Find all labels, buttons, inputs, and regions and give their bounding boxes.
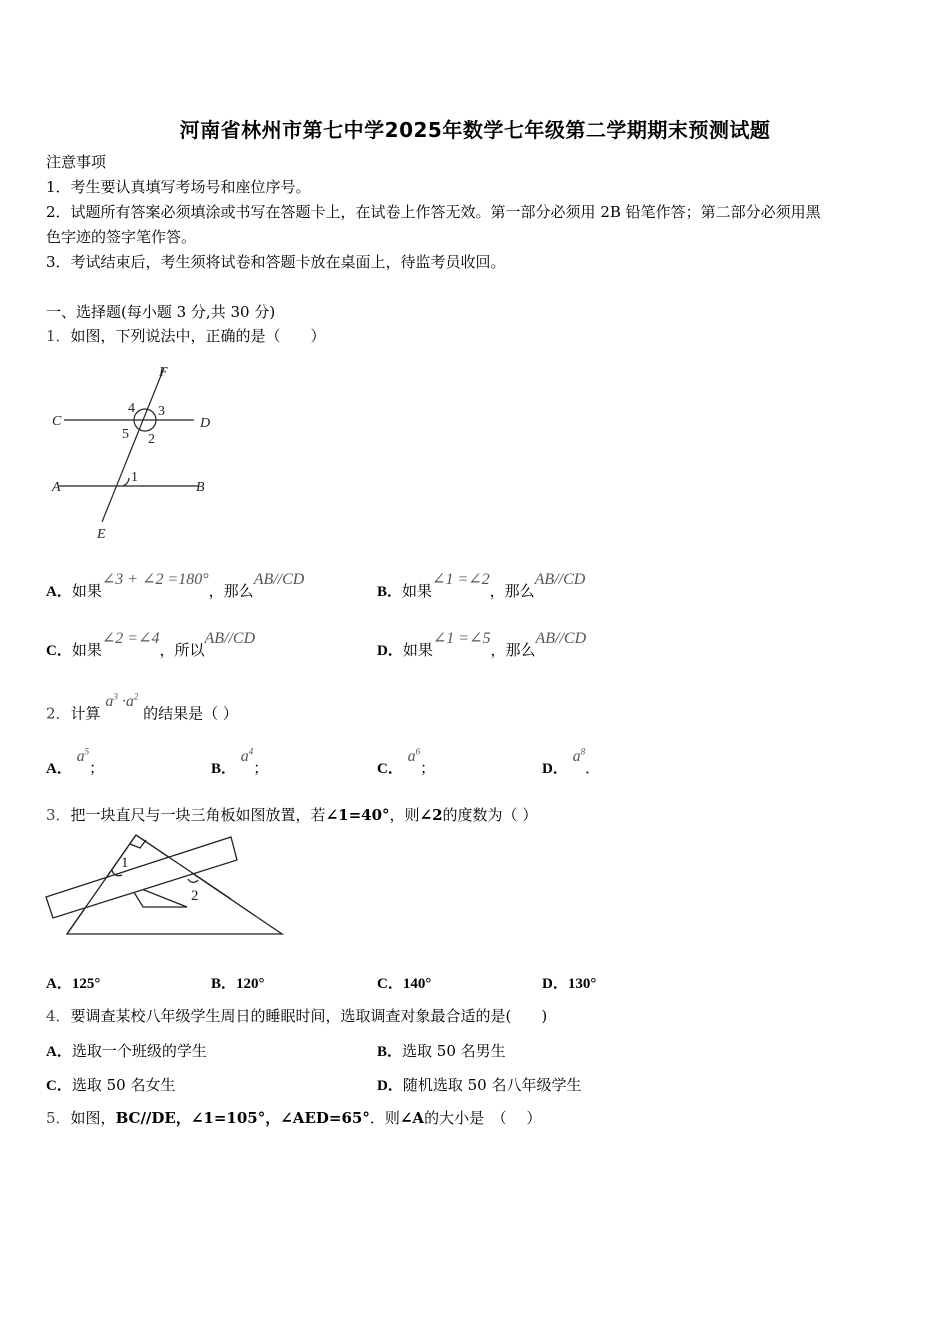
q2-option-a[interactable] xyxy=(46,746,105,778)
option-text: 选取 50 名男生 xyxy=(402,1042,506,1060)
option-end: ； xyxy=(89,759,105,777)
option-text: 130° xyxy=(567,976,597,992)
question-number: 3． xyxy=(46,806,71,824)
option-exp: 6 xyxy=(415,746,421,757)
q1-option-a[interactable] xyxy=(46,571,305,601)
label-c: C xyxy=(52,414,62,429)
notice-heading: 注意事项 xyxy=(46,153,107,171)
option-condition: ∠1 =∠2 xyxy=(432,571,490,588)
option-letter: C． xyxy=(46,643,72,659)
expr-dot: · xyxy=(121,693,126,711)
option-base: a xyxy=(76,748,85,765)
option-condition: ∠1 =∠5 xyxy=(432,630,491,647)
label-b: B xyxy=(196,480,205,495)
expr-base: a xyxy=(125,693,134,711)
label-1: 1 xyxy=(131,470,138,485)
q1-option-d[interactable] xyxy=(377,630,587,660)
option-text: ，那么 xyxy=(208,582,254,600)
question-math: BC//DE，∠1=105°，∠AED=65° xyxy=(115,1109,370,1127)
q4-option-c[interactable] xyxy=(46,1074,175,1095)
q4-option-b[interactable] xyxy=(377,1040,506,1061)
label-e: E xyxy=(97,527,106,542)
question-text: 把一块直尺与一块三角板如图放置，若 xyxy=(70,806,326,824)
question-5-stem xyxy=(46,1106,541,1131)
question-2-stem xyxy=(46,692,238,726)
option-text: 140° xyxy=(402,976,432,992)
q3-option-a[interactable] xyxy=(46,972,100,993)
option-conclusion: AB//CD xyxy=(534,571,586,588)
question-text: ．则 xyxy=(369,1109,400,1127)
question-1-figure xyxy=(44,360,224,545)
option-base: a xyxy=(240,748,249,765)
option-letter: C． xyxy=(377,761,403,777)
expr-exp: 3 xyxy=(113,692,118,702)
label-4: 4 xyxy=(128,401,135,416)
angle-2-arc xyxy=(188,879,198,882)
question-4-stem xyxy=(46,1004,547,1029)
label-1: 1 xyxy=(121,855,129,871)
label-a: A xyxy=(52,480,61,495)
question-number: 1． xyxy=(46,327,71,345)
option-conclusion: AB//CD xyxy=(535,630,587,647)
question-text: 的度数为（ ） xyxy=(442,806,538,824)
option-letter: B． xyxy=(377,584,403,600)
option-condition: ∠2 =∠4 xyxy=(101,630,160,647)
label-5: 5 xyxy=(122,427,129,442)
q1-option-b[interactable] xyxy=(377,571,586,601)
expression xyxy=(105,693,138,710)
option-text: 如果 xyxy=(402,641,433,659)
notice-item: 色字迹的签字笔作答。 xyxy=(46,228,197,246)
option-letter: D． xyxy=(377,643,403,659)
option-text: 如果 xyxy=(71,641,102,659)
q1-option-c[interactable] xyxy=(46,630,256,660)
q4-option-d[interactable] xyxy=(377,1074,581,1095)
option-text: 随机选取 50 名八年级学生 xyxy=(402,1076,582,1094)
option-letter: D． xyxy=(377,1078,403,1094)
label-d: D xyxy=(200,416,211,431)
q4-option-a[interactable] xyxy=(46,1040,207,1061)
option-letter: A． xyxy=(46,976,72,992)
option-exp: 5 xyxy=(84,746,90,757)
section-heading: 一、选择题(每小题 3 分,共 30 分) xyxy=(46,303,276,321)
q2-option-c[interactable] xyxy=(377,746,436,778)
question-text: 如图，下列说法中，正确的是（ ） xyxy=(70,327,326,345)
option-exp: 8 xyxy=(580,746,586,757)
expr-base: a xyxy=(105,693,114,711)
option-letter: C． xyxy=(46,1078,72,1094)
q3-option-d[interactable] xyxy=(542,972,596,993)
question-1-stem xyxy=(46,324,326,349)
option-letter: A． xyxy=(46,1044,72,1060)
question-math: ∠1=40° xyxy=(325,806,390,824)
option-conclusion: AB//CD xyxy=(204,630,256,647)
option-text: 120° xyxy=(236,976,265,992)
option-letter: C． xyxy=(377,976,403,992)
notice-item: 1．考生要认真填写考场号和座位序号。 xyxy=(46,178,311,196)
question-text: 计算 xyxy=(70,704,101,723)
option-end: ． xyxy=(585,759,601,777)
option-letter: B． xyxy=(377,1044,403,1060)
option-letter: B． xyxy=(211,761,237,777)
option-end: ； xyxy=(253,759,269,777)
option-end: ； xyxy=(420,759,436,777)
notice-item: 2．试题所有答案必须填涂或书写在答题卡上，在试卷上作答无效。第一部分必须用 2B 铅笔作答；第二部分必须用黑 xyxy=(46,203,821,221)
question-text: ，则 xyxy=(389,806,420,824)
q2-option-d[interactable] xyxy=(542,746,601,778)
page-title: 河南省林州市第七中学2025年数学七年级第二学期期末预测试题 xyxy=(179,118,771,142)
label-2: 2 xyxy=(191,888,199,904)
q3-option-b[interactable] xyxy=(211,972,265,993)
option-letter: A． xyxy=(46,584,72,600)
option-base: a xyxy=(407,748,416,765)
label-f: F xyxy=(159,365,168,380)
option-text: 选取 50 名女生 xyxy=(71,1076,176,1094)
question-3-figure xyxy=(42,832,292,942)
q3-option-c[interactable] xyxy=(377,972,431,993)
option-text: 如果 xyxy=(71,582,102,600)
q2-option-b[interactable] xyxy=(211,746,269,778)
option-text: 125° xyxy=(71,976,101,992)
option-letter: D． xyxy=(542,976,568,992)
question-math: ∠2 xyxy=(419,806,443,824)
notice-item: 3．考试结束后，考生须将试卷和答题卡放在桌面上，待监考员收回。 xyxy=(46,253,506,271)
option-letter: A． xyxy=(46,761,72,777)
ruler xyxy=(46,837,237,918)
question-text: 的大小是 （ ） xyxy=(424,1109,542,1127)
question-text: 的结果是（ ） xyxy=(143,704,238,723)
question-text: 如图， xyxy=(70,1109,116,1127)
option-exp: 4 xyxy=(248,746,254,757)
option-condition: ∠3 + ∠2 =180° xyxy=(101,571,209,588)
question-number: 4． xyxy=(46,1007,71,1025)
option-base: a xyxy=(572,748,581,765)
question-number: 2． xyxy=(46,704,71,723)
label-3: 3 xyxy=(158,404,165,419)
option-text: 如果 xyxy=(402,582,433,600)
question-number: 5． xyxy=(46,1109,71,1127)
option-letter: B． xyxy=(211,976,237,992)
option-text: ，那么 xyxy=(489,582,535,600)
option-conclusion: AB//CD xyxy=(253,571,305,588)
label-2: 2 xyxy=(148,432,155,447)
option-text: 选取一个班级的学生 xyxy=(71,1042,207,1060)
angle-1-arc xyxy=(123,478,129,486)
expr-exp: 2 xyxy=(133,692,139,702)
option-text: ，那么 xyxy=(490,641,536,659)
question-text: 要调查某校八年级学生周日的睡眠时间，选取调查对象最合适的是( ) xyxy=(70,1007,548,1025)
option-text: ，所以 xyxy=(159,641,205,659)
question-math: ∠A xyxy=(399,1109,425,1127)
question-3-stem xyxy=(46,803,537,828)
option-letter: D． xyxy=(542,761,568,777)
